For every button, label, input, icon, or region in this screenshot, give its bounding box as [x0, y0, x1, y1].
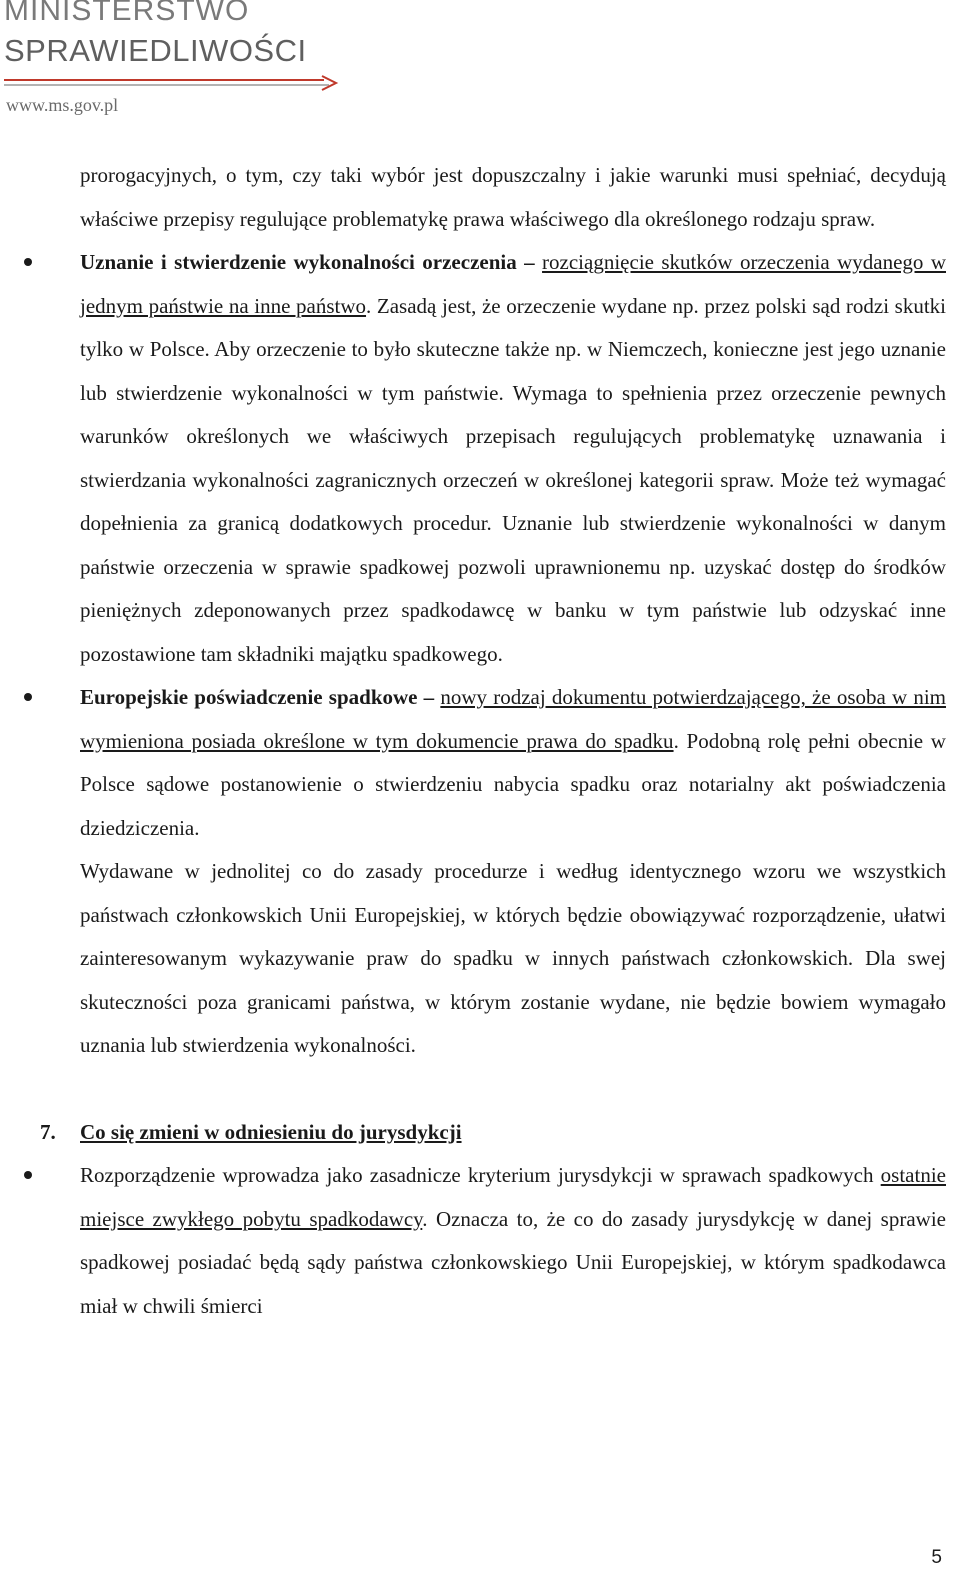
bullet-jurisdiction-rest: . Oznacza to, że co do zasady jurysdykcję w danej sprawie spadkowej posiadać będą sądy państwa członkowskiego Unii Europejskiej, w którym spadkodawca miał w chwili śmierci	[80, 1206, 946, 1318]
bullet-jurisdiction	[80, 1154, 946, 1328]
dash: –	[516, 250, 543, 274]
logo-rule-graphic	[4, 74, 344, 92]
term-recognition: Uznanie i stwierdzenie wykonalności orzeczenia	[80, 250, 517, 274]
paragraph-certificate-uniform: Wydawane w jednolitej co do zasady procedurze i według identycznego wzoru we wszystkich państwach członkowskich Unii Europejskiej, w których będzie obowiązywać rozporządzenie, ułatwi zainteresowanym wykazywanie praw do spadku w innych państwach członkowskich. Dla swej skuteczności poza granicami państwa, w którym zostanie wydane, nie będzie bowiem wymagało uznania lub stwierdzenia wykonalności.	[80, 859, 946, 1057]
definition-certificate: nowy rodzaj dokumentu potwierdzającego, że osoba w nim wymieniona posiada określone w tym dokumencie prawa do spadku	[80, 685, 947, 753]
page-number: 5	[931, 1547, 942, 1568]
section-heading-jurisdiction	[40, 1111, 946, 1155]
logo-line-sprawiedliwosci: SPRAWIEDLIWOŚCI	[4, 33, 307, 68]
term-certificate: Europejskie poświadczenie spadkowe	[80, 685, 418, 709]
paragraph-prorogation: prorogacyjnych, o tym, czy taki wybór jest dopuszczalny i jakie warunki musi spełniać, decydują właściwe przepisy regulujące problematykę prawa właściwego dla określonego rodzaju spraw.	[80, 163, 946, 231]
ministry-logo	[4, 0, 364, 120]
dash: –	[417, 685, 441, 709]
section-number: 7.	[40, 1119, 56, 1144]
logo-line-ministerstwo: MINISTERSTWO	[4, 0, 250, 27]
bullet-certificate	[80, 676, 946, 850]
bullet-certificate-text: . Podobną rolę pełni obecnie w Polsce sądowe postanowienie o stwierdzeniu nabycia spadku oraz notarialny akt poświadczenia dziedziczenia.	[80, 728, 946, 840]
ministry-website-url: www.ms.gov.pl	[6, 95, 119, 115]
document-body	[40, 154, 947, 1328]
jurisdiction-criterion: ostatnie miejsce zwykłego pobytu spadkodawcy	[80, 1163, 946, 1231]
bullet-recognition-text: . Zasadą jest, że orzeczenie wydane np. przez polski sąd rodzi skutki tylko w Polsce. Aby orzeczenie to było skuteczne także np. w Niemczech, konieczne jest jego uznanie lub stwierdzenie wykonalności w tym państwie. Wymaga to spełnienia przez orzeczenie pewnych warunków określonych we właściwych przepisach regulujących problematykę uznawania i stwierdzania wykonalności zagranicznych orzeczeń w określonej kategorii spraw. Może też wymagać dopełnienia za granicą dodatkowych procedur. Uznanie lub stwierdzenie wykonalności w danym państwie orzeczenia w sprawie spadkowej pozwoli uprawnionemu np. uzyskać dostęp do środków pieniężnych zdeponowanych przez spadkodawcę w banku w tym państwie lub odzyskać inne pozostawione tam składniki majątku spadkowego.	[80, 293, 947, 666]
bullet-recognition	[80, 241, 946, 676]
bullet-jurisdiction-text: Rozporządzenie wprowadza jako zasadnicze kryterium jurysdykcji w sprawach spadkowych	[80, 1163, 881, 1187]
definition-recognition: rozciągnięcie skutków orzeczenia wydanego w jednym państwie na inne państwo	[80, 250, 946, 318]
section-title: Co się zmieni w odniesieniu do jurysdykcji	[80, 1119, 462, 1144]
